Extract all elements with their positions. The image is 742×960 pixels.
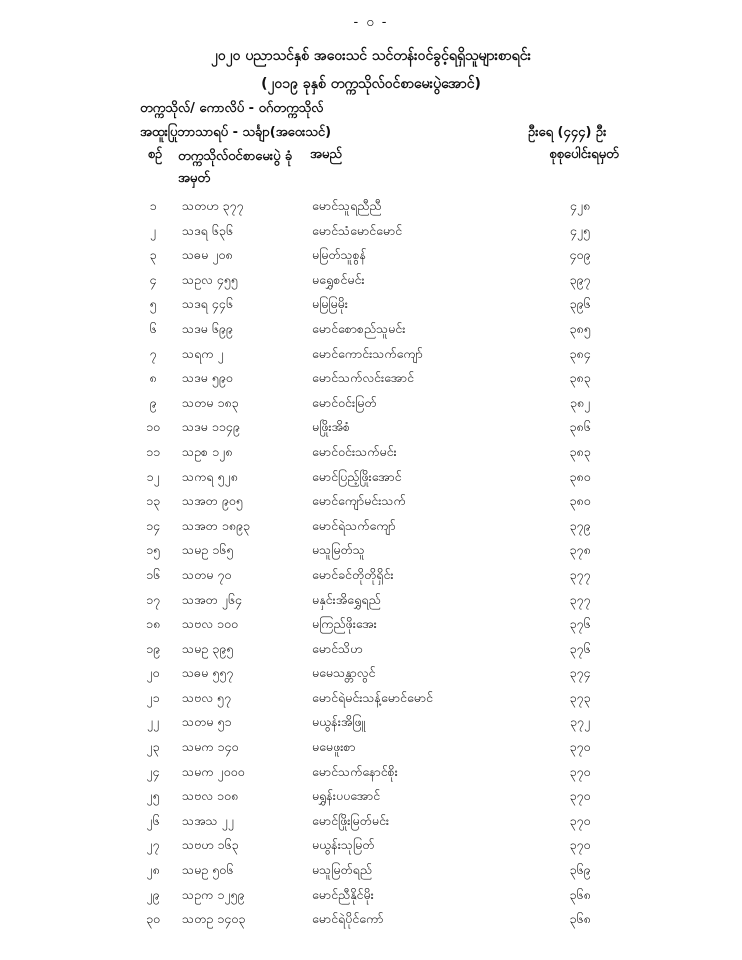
row-roll-number: သဒမ ၅၉၀ [182, 370, 233, 386]
document-title: ၂၀၂၀ ပညာသင်နှစ် အဝေးသင် သင်တန်းဝင်ခွင့်ရရှိသူများစာရင်း [210, 48, 532, 64]
row-roll-number: သအတ ၁၈၉၃ [182, 517, 250, 533]
row-roll-number: သဒမ ၆၉၉ [182, 320, 233, 336]
row-roll-number: သဗလ ၁၀၈ [182, 788, 239, 804]
table-row [0, 612, 742, 637]
row-roll-number: သဗလ ၁၀၀ [182, 616, 239, 632]
row-name: မောင်ပြည့်ဖြိုးအောင် [312, 468, 402, 484]
table-row [0, 415, 742, 440]
row-name: မမြတ်သူစွန် [312, 247, 367, 263]
row-total-marks: ၄၀၉ [569, 247, 591, 263]
row-no: ၁၃ [145, 493, 161, 509]
header-roll-number: တက္ကသိုလ်ဝင်စာမေးပွဲ ခုံအမှတ် [178, 149, 293, 186]
table-row [0, 637, 742, 662]
row-name: မောင်ခင်တိုတိုရှိင်း [312, 566, 394, 582]
table-row [0, 514, 742, 539]
row-name: မောင်ဖြိုးမြတ်မင်း [312, 812, 390, 828]
row-name: မရွှေစင်မင်း [312, 271, 365, 287]
row-total-marks: ၃၆၈ [569, 886, 591, 902]
row-no: ၂၁ [146, 689, 160, 705]
row-roll-number: သဓမ ၂၀၈ [182, 247, 233, 263]
row-roll-number: သမဥ ၅၀၆ [182, 862, 234, 878]
row-roll-number: သတဟ ၃၇၇ [182, 198, 244, 213]
row-total-marks: ၃၇၉ [569, 517, 591, 533]
row-total-marks: ၃၈၂ [569, 394, 591, 410]
table-row [0, 809, 742, 834]
row-roll-number: သဒမ ၁၁၄၉ [182, 419, 240, 435]
row-total-marks: ၃၇၀ [569, 788, 591, 804]
table-row [0, 858, 742, 883]
row-total-marks: ၃၇၈ [569, 542, 591, 558]
row-no: ၂၃ [146, 739, 160, 755]
row-total-marks: ၃၈၅ [569, 320, 591, 336]
table-row [0, 686, 742, 711]
row-roll-number: သအသ ၂၂ [182, 812, 234, 828]
row-name: မသူမြတ်သူ [312, 542, 365, 558]
row-total-marks: ၃၇၇ [569, 591, 591, 607]
table-row [0, 883, 742, 908]
row-roll-number: သတဥ ၁၄၀၃ [182, 911, 246, 927]
row-total-marks: ၃၈၄ [569, 345, 591, 361]
row-no: ၈ [149, 370, 157, 386]
row-no: ၂၅ [146, 788, 160, 804]
row-no: ၂၀ [146, 665, 160, 681]
row-roll-number: သဓမ ၅၅၇ [182, 665, 234, 681]
row-roll-number: သမဥ ၃၉၅ [182, 640, 234, 656]
table-row [0, 391, 742, 416]
table-row [0, 317, 742, 342]
row-total-marks: ၃၈၃ [569, 370, 591, 386]
row-total-marks: ၃၉၇ [569, 271, 591, 287]
row-name: မောင်သူရညီညီ [312, 198, 382, 213]
table-row [0, 661, 742, 686]
header-no: စဉ် [147, 147, 163, 162]
table-row [0, 588, 742, 613]
row-total-marks: ၃၉၆ [569, 296, 591, 312]
row-no: ၃၀ [145, 911, 161, 927]
row-roll-number: သအတ ၉၀၅ [182, 493, 243, 509]
row-roll-number: သရက ၂ [182, 345, 224, 361]
row-name: မောင်သံမောင်မောင် [312, 222, 403, 238]
row-total-marks: ၃၈၆ [569, 419, 591, 435]
row-name: မသူမြတ်ရည် [312, 862, 372, 878]
subject-line: အထူးပြုဘာသာရပ် - သင်္ချာ(အဝေးသင်) [140, 125, 332, 140]
row-total-marks: ၃၇၃ [569, 689, 591, 705]
row-total-marks: ၃၇၄ [569, 665, 591, 681]
table-row [0, 219, 742, 244]
row-no: ၁၉ [145, 640, 161, 656]
row-no: ၁၅ [145, 542, 161, 558]
row-total-marks: ၃၈၀ [569, 468, 591, 484]
row-no: ၂၈ [146, 862, 160, 878]
row-name: မောင်ရဲသက်ကျော် [312, 517, 396, 533]
table-row [0, 760, 742, 785]
row-total-marks: ၃၇၀ [569, 837, 591, 853]
row-name: မကြည်ဖိုးအေး [312, 616, 377, 632]
row-no: ၂၂ [146, 714, 160, 730]
row-total-marks: ၃၆၉ [569, 862, 591, 878]
row-no: ၂၉ [146, 886, 160, 902]
row-total-marks: ၃၇၇ [569, 566, 591, 582]
document-subtitle: (၂၀၁၉ ခုနှစ် တက္ကသိုလ်ဝင်စာမေးပွဲအောင်) [261, 76, 481, 92]
table-row [0, 465, 742, 490]
table-row [0, 563, 742, 588]
row-no: ၆ [149, 320, 157, 336]
row-roll-number: သမက ၂၀၀၀ [182, 763, 245, 779]
row-name: မနှင်းအိရွှေရည် [312, 591, 381, 607]
row-total-marks: ၃၈၀ [569, 493, 591, 509]
row-total-marks: ၃၇၂ [569, 714, 591, 730]
table-row [0, 440, 742, 465]
row-name: မောင်ကျော်မင်းသက် [312, 493, 406, 509]
row-no: ၁၁ [145, 443, 161, 459]
row-no: ၁၈ [145, 616, 161, 632]
table-row [0, 710, 742, 735]
row-roll-number: သတမ ၅၁ [182, 714, 232, 730]
row-roll-number: သဥစ ၁၂၈ [182, 443, 233, 459]
row-name: မယွန်းအိဖြူ [312, 714, 366, 730]
row-no: ၂၆ [146, 812, 160, 828]
row-name: မောင်ရဲပိုင်ကော် [312, 911, 384, 927]
row-roll-number: သအတ ၂၆၄ [182, 591, 242, 607]
row-roll-number: သတမ ၇၀ [182, 566, 232, 582]
row-roll-number: သဗလ ၅၇ [182, 689, 231, 705]
row-total-marks: ၃၇၀ [569, 763, 591, 779]
row-name: မောင်စောစည်သူမင်း [312, 320, 406, 336]
row-name: မောင်သိဟ [312, 640, 363, 656]
table-row [0, 342, 742, 367]
table-row [0, 268, 742, 293]
table-row [0, 243, 742, 268]
row-no: ၇ [149, 345, 157, 361]
row-no: ၂၇ [146, 837, 160, 853]
row-roll-number: သမဥ ၁၆၅ [182, 542, 234, 558]
row-roll-number: သကရ ၅၂၈ [182, 468, 238, 484]
row-roll-number: သဒရ ၄၄၆ [182, 296, 233, 312]
row-total-marks: ၃၆၈ [569, 911, 591, 927]
row-total-marks: ၃၈၃ [569, 443, 591, 459]
row-roll-number: သဒရ ၆၃၆ [182, 222, 233, 238]
row-no: ၁၆ [145, 566, 161, 582]
row-name: မဖြိုးအိစံ [312, 419, 351, 435]
college-line: တက္ကသိုလ်/ ကောလိပ် - ဝဂ်တက္ကသိုလ် [140, 101, 324, 116]
table-row [0, 489, 742, 514]
row-no: ၁၀ [145, 419, 161, 435]
row-name: မမြမြမိုး [312, 296, 348, 312]
table-row [0, 784, 742, 809]
row-no: ၂ [149, 222, 157, 238]
row-no: ၂၄ [146, 763, 160, 779]
row-total-marks: ၃၇၀ [569, 739, 591, 755]
table-row [0, 735, 742, 760]
table-row [0, 366, 742, 391]
row-total-marks: ၃၇၀ [569, 812, 591, 828]
row-name: မောင်ရဲမင်းသန့်မောင်မောင် [312, 689, 433, 705]
row-no: ၁၇ [145, 591, 161, 607]
total-count: ဦးရေ (၄၄၄) ဦး [528, 125, 607, 140]
row-no: ၄ [149, 271, 157, 287]
row-roll-number: သဥလ ၄၅၅ [182, 271, 238, 287]
table-row [0, 538, 742, 563]
header-total-marks: စုစုပေါင်းရမှတ် [549, 147, 619, 162]
row-name: မရွှန်းပပအောင် [312, 788, 381, 804]
row-name: မောင်သက်နောင်စိုး [312, 763, 398, 779]
row-name: မမေဖူးစာ [312, 739, 356, 755]
row-no: ၃ [149, 247, 157, 263]
table-row [0, 292, 742, 317]
row-no: ၉ [149, 394, 157, 410]
table-row [0, 194, 742, 219]
row-name: မမေသန္တာလွင် [312, 665, 376, 681]
row-no: ၁၂ [146, 468, 160, 484]
row-no: ၅ [149, 296, 157, 312]
row-roll-number: သဥက ၁၂၅၉ [182, 886, 245, 902]
row-name: မယွန်းသုမြတ် [312, 837, 375, 853]
row-total-marks: ၃၇၆ [569, 640, 591, 656]
row-roll-number: သဗဟ ၁၆၃ [182, 837, 239, 853]
row-roll-number: သမက ၁၄၀ [182, 739, 239, 755]
table-row [0, 833, 742, 858]
row-name: မောင်ဝင်းမြတ် [312, 394, 377, 410]
results-table [0, 194, 742, 932]
row-total-marks: ၄၂၈ [569, 198, 591, 213]
row-total-marks: ၄၂၅ [569, 222, 591, 238]
row-roll-number: သတမ ၁၈၃ [182, 394, 239, 410]
header-name: အမည် [310, 147, 342, 162]
row-no: ၁ [149, 198, 157, 213]
row-name: မောင်ကောင်းသက်ကျော် [312, 345, 423, 361]
row-name: မောင်ညီနိုင်မိုး [312, 886, 374, 902]
row-name: မောင်ဝင်းသက်မင်း [312, 443, 397, 459]
page-number: - ၀ - [353, 15, 389, 30]
row-name: မောင်သက်လင်းအောင် [312, 370, 414, 386]
row-no: ၁၄ [145, 517, 161, 533]
table-row [0, 907, 742, 932]
row-total-marks: ၃၇၆ [569, 616, 591, 632]
